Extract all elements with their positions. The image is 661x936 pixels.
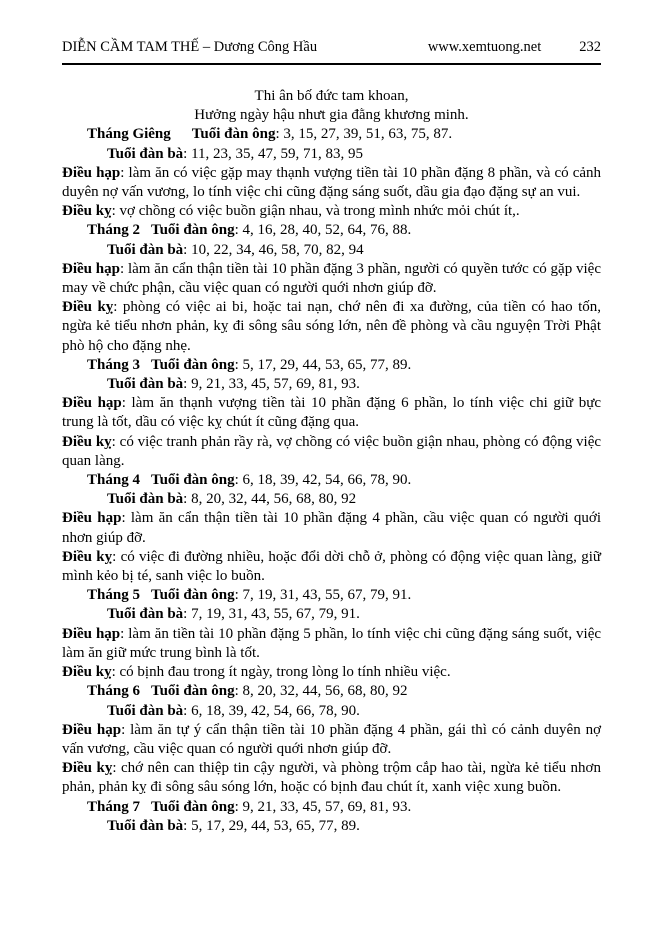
hap-paragraph [62, 260, 601, 298]
month-heading [62, 471, 601, 490]
women-ages: : 6, 18, 39, 42, 54, 66, 78, 90. [183, 702, 360, 719]
men-ages-label: Tuổi đàn ông [150, 222, 235, 239]
month-section-6 [62, 682, 601, 797]
hap-paragraph [62, 625, 601, 663]
website-url: www.xemtuong.net [427, 39, 542, 55]
ky-text: : vợ chồng có việc buồn giận nhau, và trong mình nhức mỏi chút ít,. [111, 203, 520, 220]
month-heading [62, 798, 601, 817]
page-header [62, 38, 601, 57]
women-ages: : 8, 20, 32, 44, 56, 68, 80, 92 [183, 491, 357, 508]
ky-paragraph [62, 298, 601, 356]
hap-label: Điều hạp [62, 395, 122, 412]
ky-label: Điều kỵ [62, 664, 112, 681]
header-right [428, 38, 601, 57]
men-ages: : 7, 19, 31, 43, 55, 67, 79, 91. [234, 587, 412, 604]
men-ages: : 8, 20, 32, 44, 56, 68, 80, 92 [234, 683, 408, 700]
ky-label: Điều kỵ [62, 299, 114, 316]
ky-paragraph [62, 663, 601, 682]
women-ages-label: Tuổi đàn bà [107, 145, 184, 162]
ky-text: : có việc tranh phản rầy rà, vợ chồng có việc buồn giận nhau, phòng có động việc quan làng. [62, 433, 602, 469]
month-label: Tháng 6 [87, 683, 140, 700]
women-ages-line [62, 605, 601, 624]
month-label: Tháng 7 [87, 798, 140, 815]
men-ages: : 3, 15, 27, 39, 51, 63, 75, 87. [275, 126, 453, 143]
ky-label: Điều kỵ [62, 203, 112, 220]
women-ages-label: Tuổi đàn bà [107, 702, 184, 719]
month-heading [62, 125, 601, 144]
ky-text: : chớ nên can thiệp tin cậy người, và phòng trộm cắp hao tài, ngừa kẻ tiểu nhơn phản, phản kỵ đi sông sâu sóng lớn, hoặc có bịnh đau chút ít, xanh việc xung buồn. [62, 760, 601, 796]
month-section-7 [62, 798, 601, 836]
men-ages-label: Tuổi đàn ông [150, 587, 235, 604]
hap-text: : làm ăn tự ý cẩn thận tiền tài 10 phần đặng 4 phần, gái thì có cảnh duyên nợ vấn vương, cầu việc quan có người quới nhơn giúp đỡ. [62, 721, 602, 757]
women-ages-label: Tuổi đàn bà [107, 241, 184, 258]
women-ages: : 10, 22, 34, 46, 58, 70, 82, 94 [183, 241, 364, 258]
month-section-2 [62, 221, 601, 355]
hap-label: Điều hạp [62, 721, 122, 738]
men-ages: : 9, 21, 33, 45, 57, 69, 81, 93. [234, 798, 412, 815]
women-ages: : 11, 23, 35, 47, 59, 71, 83, 95 [183, 145, 364, 162]
men-ages-label: Tuổi đàn ông [150, 356, 235, 373]
month-heading [62, 586, 601, 605]
month-label: Tháng 3 [87, 356, 140, 373]
women-ages-label: Tuổi đàn bà [107, 376, 184, 393]
women-ages: : 7, 19, 31, 43, 55, 67, 79, 91. [183, 606, 360, 623]
hap-text: : làm ăn có việc gặp may thạnh vượng tiền tài 10 phần đặng 8 phần, và có cảnh duyên nợ vấn vương, lo tính việc chi cũng đặng sáng suốt, dầu gia đạo đặng sự an vui. [62, 164, 602, 201]
hap-label: Điều hạp [62, 260, 120, 277]
hap-paragraph [62, 394, 601, 432]
month-section-3 [62, 356, 601, 471]
ky-text: : có việc đi đường nhiều, hoặc đổi dời chỗ ở, phòng có động việc quan làng, giữ mình kẻo bị té, sanh việc lo buồn. [62, 548, 601, 585]
men-ages: : 5, 17, 29, 44, 53, 65, 77, 89. [234, 356, 412, 373]
women-ages-line [62, 145, 601, 164]
hap-text: : làm ăn thạnh vượng tiền tài 10 phần đặng 6 phần, lo tính việc chi giữ bực trung là tốt, dầu có việc kỵ chút ít cũng đặng qua. [62, 395, 602, 431]
women-ages-line [62, 490, 601, 509]
ky-paragraph [62, 202, 601, 221]
men-ages-label: Tuổi đàn ông [150, 683, 235, 700]
ky-label: Điều kỵ [62, 548, 113, 565]
men-ages-label: Tuổi đàn ông [150, 472, 235, 489]
women-ages: : 9, 21, 33, 45, 57, 69, 81, 93. [183, 376, 360, 393]
hap-paragraph [62, 721, 601, 759]
ky-text: : phòng có việc ai bi, hoặc tai nạn, chớ nên đi xa đường, của tiền có hao tốn, ngừa kẻ tiểu nhơn phản, kỵ đi sông sâu sóng lớn, nên đề phòng và cầu nguyện Trời Phật phò hộ cho đặng nhẹ. [62, 299, 601, 354]
month-heading [62, 682, 601, 701]
women-ages-label: Tuổi đàn bà [107, 606, 184, 623]
men-ages-label: Tuổi đàn ông [150, 798, 235, 815]
hap-text: : làm ăn tiền tài 10 phần đặng 5 phần, lo tính việc chi cũng đặng sáng suốt, việc làm ăn giữ mức trung bình là tốt. [62, 625, 602, 661]
ky-paragraph [62, 433, 601, 471]
women-ages-line [62, 702, 601, 721]
header-divider [62, 63, 601, 65]
ky-paragraph [62, 759, 601, 797]
month-heading [62, 221, 601, 240]
hap-label: Điều hạp [62, 510, 122, 527]
hap-label: Điều hạp [62, 164, 121, 181]
verse-line-2: Hưởng ngày hậu nhưt gia đằng khương minh. [194, 107, 469, 124]
women-ages-label: Tuổi đàn bà [107, 817, 184, 834]
month-label: Tháng 5 [87, 587, 140, 604]
verse-line-1: Thi ân bố đức tam khoan, [254, 88, 409, 104]
ky-text: : có bịnh đau trong ít ngày, trong lòng lo tính nhiều việc. [111, 664, 451, 681]
ky-paragraph [62, 548, 601, 586]
page-number: 232 [579, 39, 601, 55]
ky-label: Điều kỵ [62, 433, 112, 450]
ky-label: Điều kỵ [62, 760, 113, 777]
hap-text: : làm ăn cẩn thận tiền tài 10 phần đặng 3 phần, người có quyền tước có gặp việc may về chức phận, cầu việc quan có người quới nhơn giúp đỡ. [62, 260, 601, 297]
men-ages: : 6, 18, 39, 42, 54, 66, 78, 90. [234, 472, 412, 489]
hap-text: : làm ăn cẩn thận tiền tài 10 phần đặng 4 phần, cầu việc quan có người quới nhơn giúp đỡ. [62, 510, 601, 546]
women-ages-line [62, 817, 601, 836]
month-label: Tháng 4 [87, 472, 140, 489]
men-ages: : 4, 16, 28, 40, 52, 64, 76, 88. [234, 222, 412, 239]
women-ages-line [62, 375, 601, 394]
hap-paragraph [62, 509, 601, 547]
women-ages-line [62, 241, 601, 260]
book-title: DIỄN CẦM TAM THẾ – Dương Công Hầu [62, 39, 318, 55]
hap-paragraph [62, 164, 601, 202]
month-label: Tháng Giêng [87, 126, 171, 143]
women-ages: : 5, 17, 29, 44, 53, 65, 77, 89. [183, 817, 360, 834]
month-section-1 [62, 125, 601, 221]
men-ages-label: Tuổi đàn ông [191, 126, 276, 143]
month-heading [62, 356, 601, 375]
month-section-4 [62, 471, 601, 586]
women-ages-label: Tuổi đàn bà [107, 491, 184, 508]
hap-label: Điều hạp [62, 625, 121, 642]
month-label: Tháng 2 [87, 222, 140, 239]
month-section-5 [62, 586, 601, 682]
